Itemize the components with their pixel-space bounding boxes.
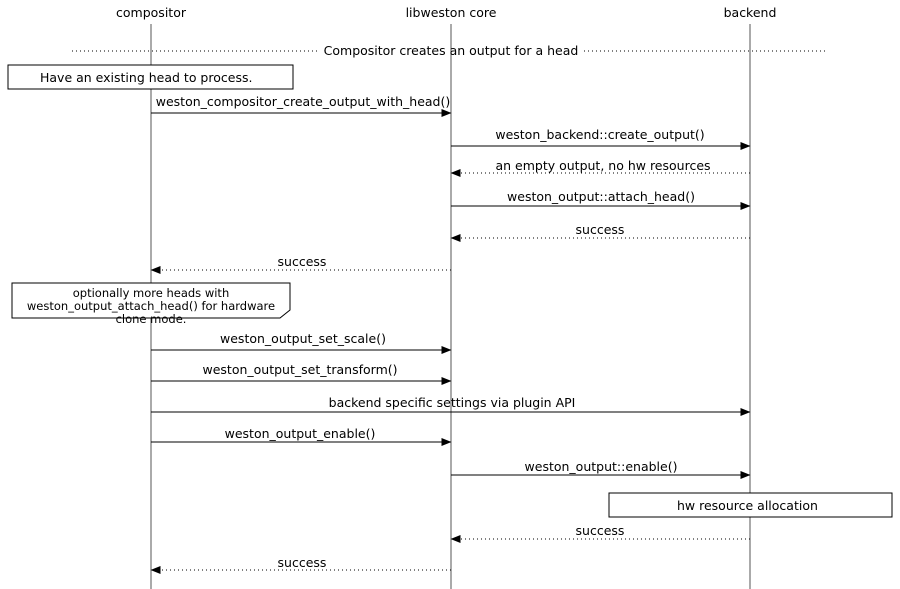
message-label-set-transform: weston_output_set_transform() [202,362,398,377]
participant-compositor: compositor [116,5,186,20]
message-label-success-enable: success [277,555,327,570]
message-label-weston-output-enable: weston_output::enable() [524,459,678,474]
message-label-backend-create-output: weston_backend::create_output() [495,127,705,142]
message-label-success-create-output: success [277,254,327,269]
participant-backend: backend [723,5,777,20]
message-label-empty-output: an empty output, no hw resources [495,158,711,173]
section-divider-label: Compositor creates an output for a head [323,43,579,58]
precondition-box-label: Have an existing head to process. [40,70,253,85]
message-label-attach-head: weston_output::attach_head() [507,189,695,204]
message-label-backend-specific-settings: backend specific settings via plugin API [328,395,576,410]
message-label-create-output-with-head: weston_compositor_create_output_with_head() [155,94,451,109]
hw-alloc-box-label: hw resource allocation [677,498,818,513]
clone-mode-note-line-3: clone mode. [115,312,187,326]
message-label-set-scale: weston_output_set_scale() [220,331,386,346]
message-label-output-enable: weston_output_enable() [224,426,376,441]
clone-mode-note-line-1: optionally more heads with [72,286,230,300]
clone-mode-note-line-2: weston_output_attach_head() for hardware [26,299,276,313]
participant-libweston-core: libweston core [405,5,497,20]
message-label-success-enable-backend: success [575,523,625,538]
message-label-success-attach-head: success [575,222,625,237]
